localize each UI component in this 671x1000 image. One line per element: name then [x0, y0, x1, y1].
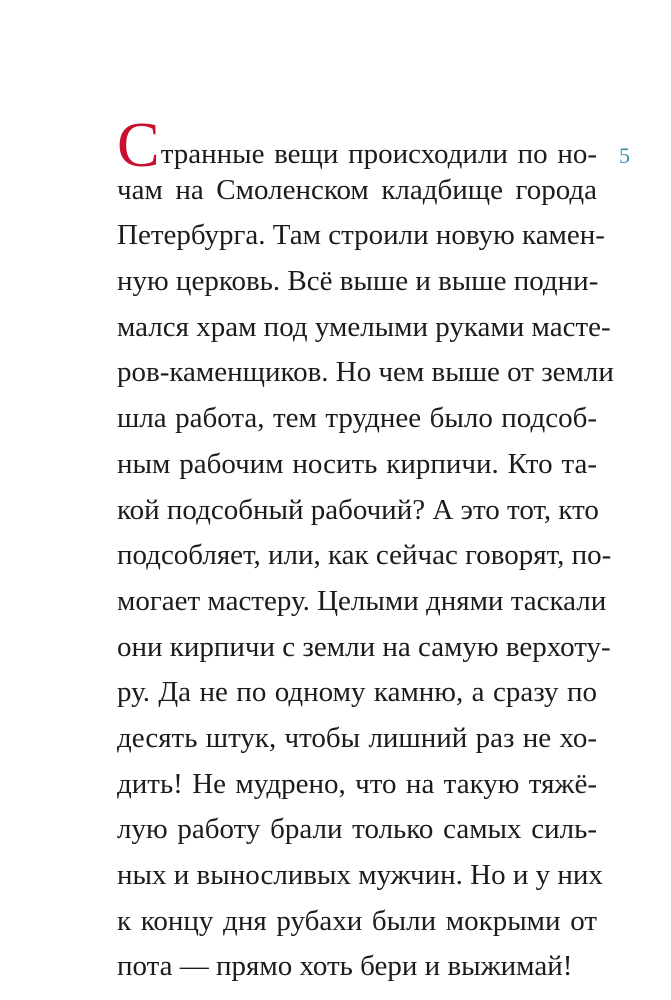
text-line-4: ную церковь. Всё выше и выше подни- — [117, 265, 599, 298]
text-line-8: ным рабочим носить кирпичи. Кто та- — [117, 447, 597, 480]
text-line-14: десять штук, чтобы лишний раз не хо- — [117, 721, 597, 754]
page-number: 5 — [619, 143, 630, 168]
text-line-18: к концу дня рубахи были мокрыми от — [117, 904, 597, 937]
text-line-9: кой подсобный рабочий? А это тот, кто — [117, 493, 599, 526]
text-line-1 — [117, 109, 597, 180]
text-line-19: пота — прямо хоть бери и выжимай! — [117, 950, 573, 983]
drop-cap: С — [117, 109, 160, 180]
text-line-13: ру. Да не по одному камню, а сразу по — [117, 676, 597, 709]
text-line-7: шла работа, тем труднее было подсоб- — [117, 402, 597, 435]
text-line-11: могает мастеру. Целыми днями таскали — [117, 584, 607, 617]
body-text — [117, 109, 614, 990]
text-line-10: подсобляет, или, как сейчас говорят, по- — [117, 539, 612, 572]
text-line-17: ных и выносливых мужчин. Но и у них — [117, 859, 603, 891]
text-line-16: лую работу брали только самых силь- — [117, 813, 597, 846]
text-line-5: мался храм под умелыми руками масте- — [117, 310, 611, 343]
first-line-text: транные вещи происходили по но- — [160, 138, 597, 170]
text-line-3: Петербурга. Там строили новую камен- — [117, 219, 605, 252]
text-line-15: дить! Не мудрено, что на такую тяжё- — [117, 767, 597, 800]
text-line-12: они кирпичи с земли на самую верхоту- — [117, 630, 611, 663]
text-line-2: чам на Смоленском кладбище города — [117, 173, 597, 206]
text-line-6: ров-каменщиков. Но чем выше от земли — [117, 356, 614, 389]
